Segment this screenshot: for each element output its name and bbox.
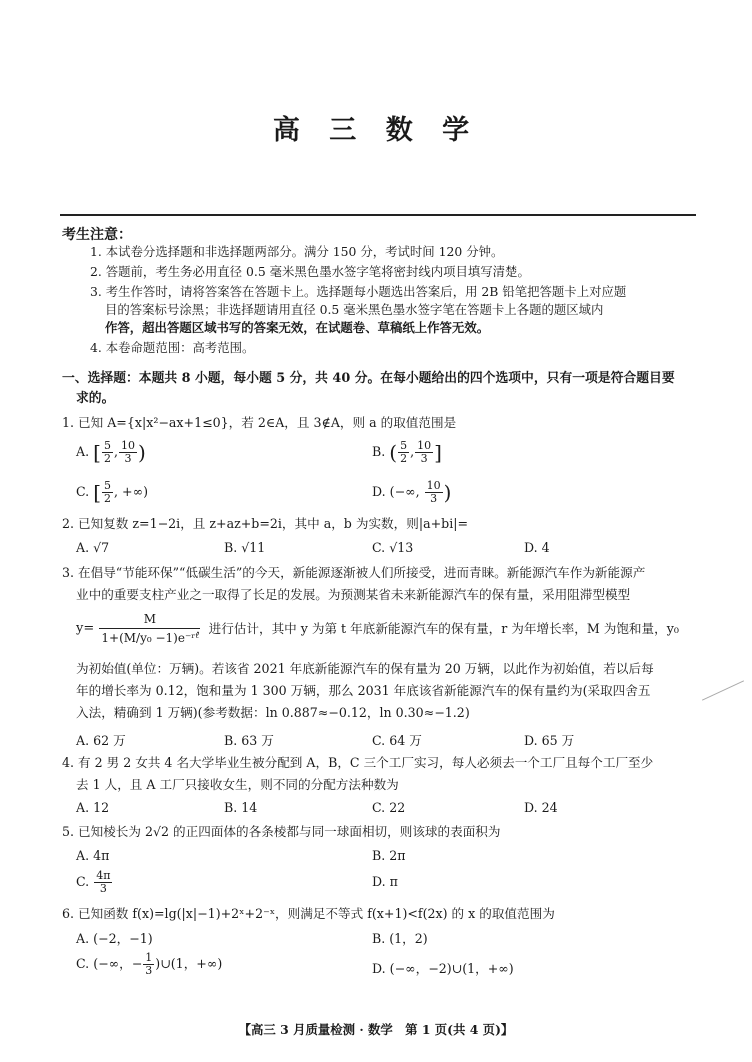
q4-option-c: C. 22 (372, 800, 406, 815)
q3-option-a: A. 62 万 (76, 733, 126, 748)
notice-item-1: 1. 本试卷分选择题和非选择题两部分。满分 150 分，考试时间 120 分钟。 (90, 244, 504, 259)
q3-option-c: C. 64 万 (372, 733, 422, 748)
q3-option-d: D. 65 万 (524, 733, 575, 748)
scan-mark (702, 680, 744, 700)
q2-option-c: C. √13 (372, 540, 414, 555)
question-3-line-1: 3. 在倡导“节能环保”“低碳生活”的今天，新能源逐渐被人们所接受，进而青睐。新能源汽车作为新能源产 (62, 565, 646, 580)
question-3-line-6: 入法，精确到 1 万辆)(参考数据：ln 0.887≈−0.12，ln 0.30≈−1.2) (76, 705, 470, 720)
question-3-line-4: 为初始值(单位：万辆)。若该省 2021 年底新能源汽车的保有量为 20 万辆，以此作为初始值，若以后每 (76, 661, 654, 676)
notice-item-2: 2. 答题前，考生务必用直径 0.5 毫米黑色墨水签字笔将密封线内项目填写清楚。 (90, 264, 530, 279)
question-5-stem: 5. 已知棱长为 2√2 的正四面体的各条棱都与同一球面相切，则该球的表面积为 (62, 824, 501, 839)
q4-option-d: D. 24 (524, 800, 558, 815)
q6-option-a: A. (−2，−1) (76, 931, 153, 946)
section-heading: 一、选择题：本题共 8 小题，每小题 5 分，共 40 分。在每小题给出的四个选项中，只有一项是符合题目要 (62, 371, 675, 386)
page-footer: 【高三 3 月质量检测 · 数学 第 1 页(共 4 页)】 (238, 1022, 514, 1037)
page-title: 高 三 数 学 (272, 115, 480, 146)
q4-option-a: A. 12 (76, 800, 110, 815)
q6-option-b: B. (1，2) (372, 931, 428, 946)
q4-option-b: B. 14 (224, 800, 258, 815)
question-6-stem: 6. 已知函数 f(x)=lg(|x|−1)+2ˣ+2⁻ˣ，则满足不等式 f(x+1)<f(2x) 的 x 的取值范围为 (62, 906, 555, 921)
question-2-stem: 2. 已知复数 z=1−2i，且 z+az+b=2i，其中 a，b 为实数，则|a+bi|= (62, 516, 469, 531)
model-formula: y= $\frac{M}{\text{1+(M/y₀ −1)e⁻ʳᵗ}}$ (76, 612, 199, 645)
q2-option-b: B. √11 (224, 540, 266, 555)
header-divider (60, 214, 696, 216)
q2-option-a: A. √7 (76, 540, 110, 555)
q3-option-b: B. 63 万 (224, 733, 274, 748)
question-3-line-3: ，进行估计，其中 y 为第 t 年底新能源汽车的保有量，r 为年增长率，M 为饱和量，y₀ (196, 621, 679, 636)
question-3-line-5: 年的增长率为 0.12，饱和量为 1 300 万辆，那么 2031 年底该省新能源汽车的保有量约为(采取四舍五 (76, 683, 651, 698)
notice-item-3-emphasis: 作答，超出答题区域书写的答案无效，在试题卷、草稿纸上作答无效。 (105, 320, 490, 335)
q1-option-c: C. [ $\frac{5}{2}$ , +∞) (76, 479, 148, 505)
question-4-line-2: 去 1 人，且 A 工厂只接收女生，则不同的分配方法种数为 (76, 777, 399, 792)
question-4-line-1: 4. 有 2 男 2 女共 4 名大学毕业生被分配到 A，B，C 三个工厂实习，每人必须去一个工厂且每个工厂至少 (62, 755, 654, 770)
q5-option-c: C. $\frac{4\pi}{3}$ (76, 869, 111, 895)
q5-option-b: B. 2π (372, 848, 406, 863)
q6-option-d: D. (−∞，−2)∪(1，+∞) (372, 961, 514, 976)
question-1-stem: 1. 已知 A={x|x²−ax+1≤0}，若 2∈A，且 3∉A，则 a 的取值范围是 (62, 415, 457, 430)
q1-option-d: D. (−∞, $\frac{10}{3}$ ) (372, 479, 452, 505)
notice-item-3: 3. 考生作答时，请将答案答在答题卡上。选择题每小题选出答案后，用 2B 铅笔把答题卡上对应题 (90, 284, 627, 299)
q5-option-a: A. 4π (76, 848, 110, 863)
q5-option-d: D. π (372, 874, 398, 889)
q6-option-c: C. (−∞，− $\frac{1}{3}$ )∪(1，+∞) (76, 951, 223, 977)
q2-option-d: D. 4 (524, 540, 550, 555)
q1-option-b: B. ( $\frac{5}{2}$ , $\frac{10}{3}$ ] (372, 439, 442, 465)
q1-option-a: A. [ $\frac{5}{2}$ , $\frac{10}{3}$ ) (76, 439, 146, 465)
section-heading-cont: 求的。 (76, 391, 115, 406)
notice-item-3-cont: 目的答案标号涂黑；非选择题请用直径 0.5 毫米黑色墨水签字笔在答题卡上各题的题区域内 (105, 302, 604, 317)
notice-item-4: 4. 本卷命题范围：高考范围。 (90, 340, 255, 355)
notice-heading: 考生注意： (62, 227, 132, 243)
question-3-line-2: 业中的重要支柱产业之一取得了长足的发展。为预测某省未来新能源汽车的保有量，采用阻滞型模型 (76, 587, 631, 602)
